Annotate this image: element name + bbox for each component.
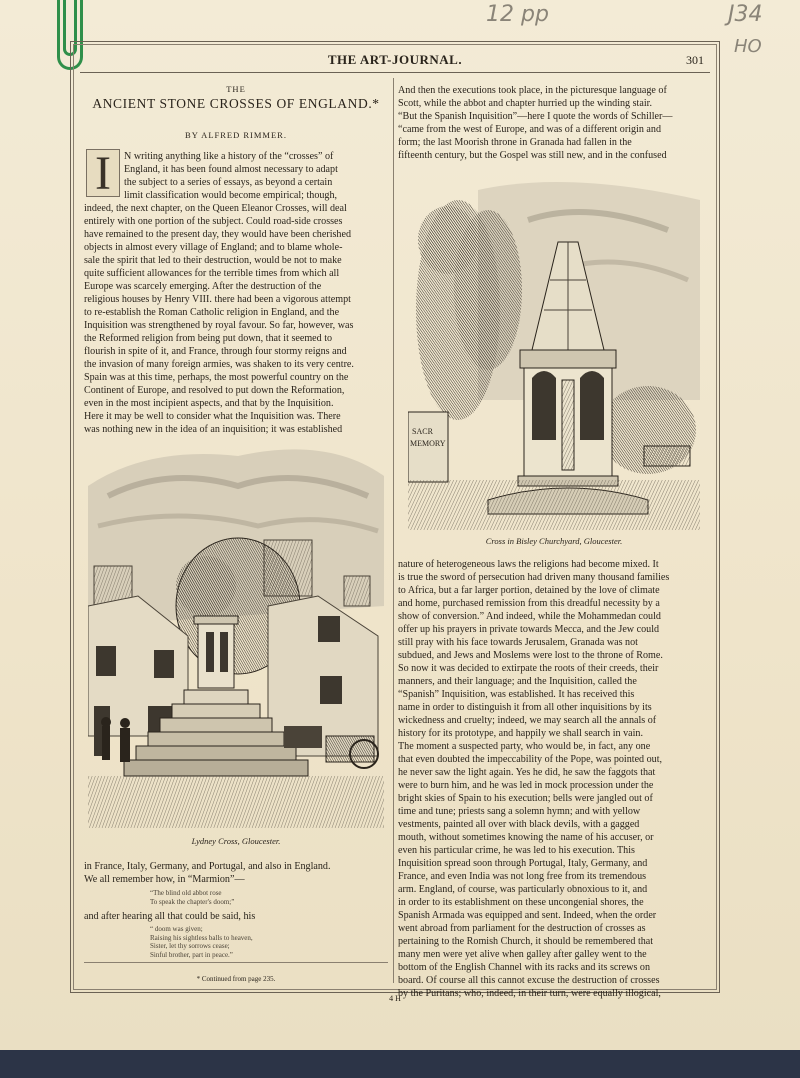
margin-note-ref: J34 xyxy=(728,2,763,27)
text-line: entirely with one portion of the subject. Could road-side crosses xyxy=(84,216,343,227)
gravestone-text-1: SACR xyxy=(412,427,433,436)
text-line: So now it was decided to extirpate the roots of their creeds, their xyxy=(398,663,659,674)
text-line: The moment a suspected party, who would be, in fact, any one xyxy=(398,741,651,752)
column-divider xyxy=(393,78,394,983)
text-line: wickedness and cruelty; indeed, we may search all the annals of xyxy=(398,715,657,726)
page-number: 301 xyxy=(686,53,704,67)
left-body-text xyxy=(84,202,388,436)
text-line: have remained to the present day, they would have been cherished xyxy=(84,229,352,240)
text-line: even his particular crime, he was led to his execution. This xyxy=(398,845,635,856)
quote-line: To speak the chapter's doom;” xyxy=(150,897,235,906)
after-quote-line: and after hearing all that could be said, his xyxy=(84,911,256,922)
text-line: N writing anything like a history of the “crosses” of xyxy=(124,151,334,162)
text-line: Europe was scarcely emerging. After the destruction of the xyxy=(84,281,322,292)
article-title: ANCIENT STONE CROSSES OF ENGLAND.* xyxy=(92,96,380,111)
text-line: nature of heterogeneous laws the religions had become mixed. It xyxy=(398,559,659,570)
text-line: Inquisition spread soon through Portugal, Italy, Germany, and xyxy=(398,858,648,869)
text-line: bottom of the English Channel with its racks and its screws on xyxy=(398,962,651,973)
text-line: bright skies of Spain to his execution; bells were jangled out of xyxy=(398,793,653,804)
text-line: fifteenth century, but the Gospel was still new, and in the confused xyxy=(398,150,667,161)
signature-mark: 4 H xyxy=(389,994,401,1003)
margin-note-pages: 12 pp xyxy=(486,2,549,27)
gravestone-text-2: MEMORY xyxy=(410,439,446,448)
text-line: he never saw the light again. Yes he did, he saw the faggots that xyxy=(398,767,656,778)
text-line: “Spanish” Inquisition, was established. It has received this xyxy=(398,689,635,700)
header-rule xyxy=(80,72,710,73)
lydney-cross-illustration xyxy=(88,436,384,828)
text-line: and home, purchased remission from this dreadful necessity by a xyxy=(398,598,660,609)
quote-line: Raising his sightless balls to heaven, xyxy=(150,933,253,942)
text-line: even in the most incipient aspects, and that by the Inquisition. xyxy=(84,398,334,409)
text-line: We all remember how, in “Marmion”— xyxy=(84,874,245,885)
article-byline: BY ALFRED RIMMER. xyxy=(185,130,287,140)
text-line: vestments, painted all over with black devils, with a gagged xyxy=(398,819,640,830)
text-line: Here it may be well to consider what the Inquisition was. There xyxy=(84,411,341,422)
text-line: that even doubted the impeccability of the Pope, was pointed out, xyxy=(398,754,663,765)
text-line: limit classification would become empirical; though, xyxy=(124,190,338,201)
text-line: many men were yet alive when galley after galley went to the xyxy=(398,949,647,960)
text-line: form; the last Moorish throne in Granada had fallen in the xyxy=(398,137,632,148)
text-line: were to burn him, and he was led in mock procession under the xyxy=(398,780,654,791)
text-line: England, it has been found almost necessary to adapt xyxy=(124,164,338,175)
bisley-caption: Cross in Bisley Churchyard, Gloucester. xyxy=(485,536,623,546)
margin-note-code: HO xyxy=(734,36,762,57)
text-line: Continent of Europe, and resolved to put down the Reformation, xyxy=(84,385,345,396)
text-line: by the Puritans; who, indeed, in their turn, were equally illogical, xyxy=(398,988,661,999)
text-line: in order to its establishment on these uncongenial shores, the xyxy=(398,897,644,908)
quote-line: “The blind old abbot rose xyxy=(150,889,222,897)
text-line: quite sufficient allowances for the terrible times from which all xyxy=(84,268,340,279)
text-line: board. Of course all this cannot excuse the destruction of crosses xyxy=(398,975,660,986)
text-line: name in order to distinguish it from all other inquisitions by its xyxy=(398,702,652,713)
text-line: to re-establish the Roman Catholic religion in England, and the xyxy=(84,307,340,318)
text-line: Inquisition was strengthened by royal favour. So far, however, was xyxy=(84,320,354,331)
left-lower-text xyxy=(84,860,388,886)
text-line: sale the spirit that led to their destruction, would be not to make xyxy=(84,255,342,266)
text-line: France, and even India was not long free from its tremendous xyxy=(398,871,647,882)
footnote-rule xyxy=(84,962,388,963)
text-line: to Africa, but a far larger portion, detained by the love of climate xyxy=(398,585,660,596)
text-line: And then the executions took place, in the picturesque language of xyxy=(398,85,667,96)
lydney-caption: Lydney Cross, Gloucester. xyxy=(191,836,281,846)
text-line: in France, Italy, Germany, and Portugal, and also in England. xyxy=(84,861,331,872)
text-line: still pray with his face towards Jerusalem, Granada was not xyxy=(398,637,638,648)
quote-line: Sister, let thy sorrows cease; xyxy=(150,942,230,950)
bisley-cross-illustration xyxy=(408,180,700,530)
text-line: is true the sword of persecution had driven many thousand families xyxy=(398,572,670,583)
scan-background-strip xyxy=(0,1050,800,1078)
text-line: the invasion of many foreign armies, was shaken to its very centre. xyxy=(84,359,354,370)
text-line: offer up his prayers in private towards Mecca, and the Jew could xyxy=(398,624,660,635)
text-line: subdued, and Jews and Moslems were lost to the throne of Rome. xyxy=(398,650,663,661)
drop-cap: I xyxy=(86,149,120,197)
right-bottom-text xyxy=(398,558,710,1000)
text-line: Spanish Armada was equipped and sent. Indeed, when the order xyxy=(398,910,657,921)
text-line: manners, and their language; and the Inquisition, called the xyxy=(398,676,637,687)
text-line: “But the Spanish Inquisition”—here I quote the words of Schiller— xyxy=(398,111,673,122)
marmion-quote-2 xyxy=(150,925,370,959)
article-pre-title: THE xyxy=(226,84,246,94)
quote-line: “ doom was given; xyxy=(150,925,203,933)
right-top-text xyxy=(398,84,710,162)
text-line: pertaining to the Romish Church, it should be remembered that xyxy=(398,936,654,947)
text-line: the subject to a series of essays, as beyond a certain xyxy=(124,177,333,188)
quote-line: Sinful brother, part in peace.” xyxy=(150,950,233,959)
text-line: mouth, without sometimes knowing the name of his accuser, or xyxy=(398,832,654,843)
opening-lines xyxy=(124,150,388,202)
text-line: Scott, while the abbot and chapter hurried up the winding stair. xyxy=(398,98,652,109)
text-line: indeed, the next chapter, on the Queen Eleanor Crosses, will deal xyxy=(84,203,347,214)
text-line: objects in almost every village of England; and to blame whole- xyxy=(84,242,343,253)
text-line: Spain was at this time, perhaps, the most powerful country on the xyxy=(84,372,349,383)
journal-title: THE ART-JOURNAL. xyxy=(327,52,463,67)
text-line: show of conversion.” And indeed, while the Mohammedan could xyxy=(398,611,661,622)
running-head xyxy=(80,52,710,72)
text-line: flourish in spite of it, and France, through four stormy reigns and xyxy=(84,346,347,357)
text-line: religious houses by Henry VIII. there had been a vigorous attempt xyxy=(84,294,351,305)
text-line: time and tune; priests sang a solemn hymn; and with yellow xyxy=(398,806,641,817)
text-line: history for its prototype, and happily we shall search in vain. xyxy=(398,728,644,739)
text-line: was nothing new in the idea of an inquisition; it was established xyxy=(84,424,343,435)
text-line: “came from the west of Europe, and was of a different origin and xyxy=(398,124,661,135)
footnote: * Continued from page 235. xyxy=(196,975,276,983)
text-line: went abroad from parliament for the destruction of crosses as xyxy=(398,923,646,934)
marmion-quote-1 xyxy=(150,889,370,906)
text-line: arm. England, of course, was particularly obnoxious to it, and xyxy=(398,884,648,895)
text-line: the Reformed religion from being put down, that it seemed to xyxy=(84,333,333,344)
